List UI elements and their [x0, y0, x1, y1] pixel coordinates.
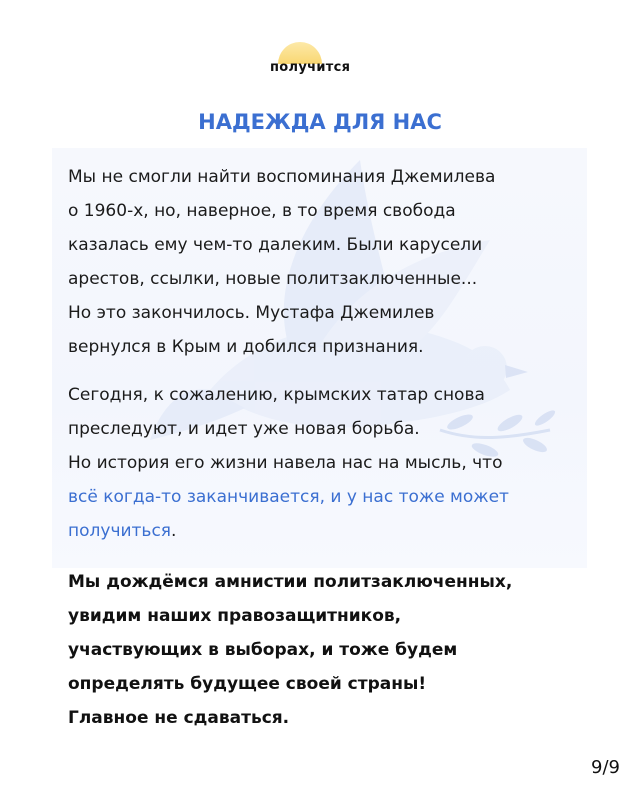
text-line: Но история его жизни навела нас на мысль, что [68, 453, 503, 473]
text-line-bold: Главное не сдаваться. [68, 708, 290, 728]
text-line: Мы не смогли найти воспоминания Джемилева [68, 167, 496, 187]
text-line-bold: определять будущее своей страны! [68, 674, 427, 694]
paragraph-history [68, 160, 598, 364]
page-indicator: 9/9 [591, 757, 620, 778]
highlight-line-wrap [68, 514, 598, 548]
brand-logo-text: получится [270, 60, 351, 75]
text-line: преследуют, и идет уже новая борьба. [68, 419, 420, 439]
highlight-text: получиться [68, 521, 172, 541]
end-punctuation: . [171, 521, 177, 541]
text-line: вернулся в Крым и добился признания. [68, 337, 424, 357]
text-line-bold: Мы дождёмся амнистии политзаключенных, [68, 572, 513, 592]
text-line: Но это закончилось. Мустафа Джемилев [68, 303, 435, 323]
highlight-line: всё когда-то заканчивается, и у нас тоже может [68, 487, 509, 507]
text-line-bold: участвующих в выборах, и тоже будем [68, 640, 458, 660]
text-line: Сегодня, к сожалению, крымских татар снова [68, 385, 485, 405]
text-line-bold: увидим наших правозащитников, [68, 606, 402, 626]
page-title: НАДЕЖДА ДЛЯ НАС [198, 110, 442, 134]
text-line: казалась ему чем-то далеким. Были карусели [68, 235, 483, 255]
dove-beak [505, 365, 528, 378]
paragraph-today [68, 378, 598, 548]
brand-logo [270, 42, 380, 82]
text-line: о 1960-х, но, наверное, в то время свобода [68, 201, 456, 221]
text-line: арестов, ссылки, новые политзаключенные... [68, 269, 478, 289]
paragraph-hope [68, 565, 598, 735]
